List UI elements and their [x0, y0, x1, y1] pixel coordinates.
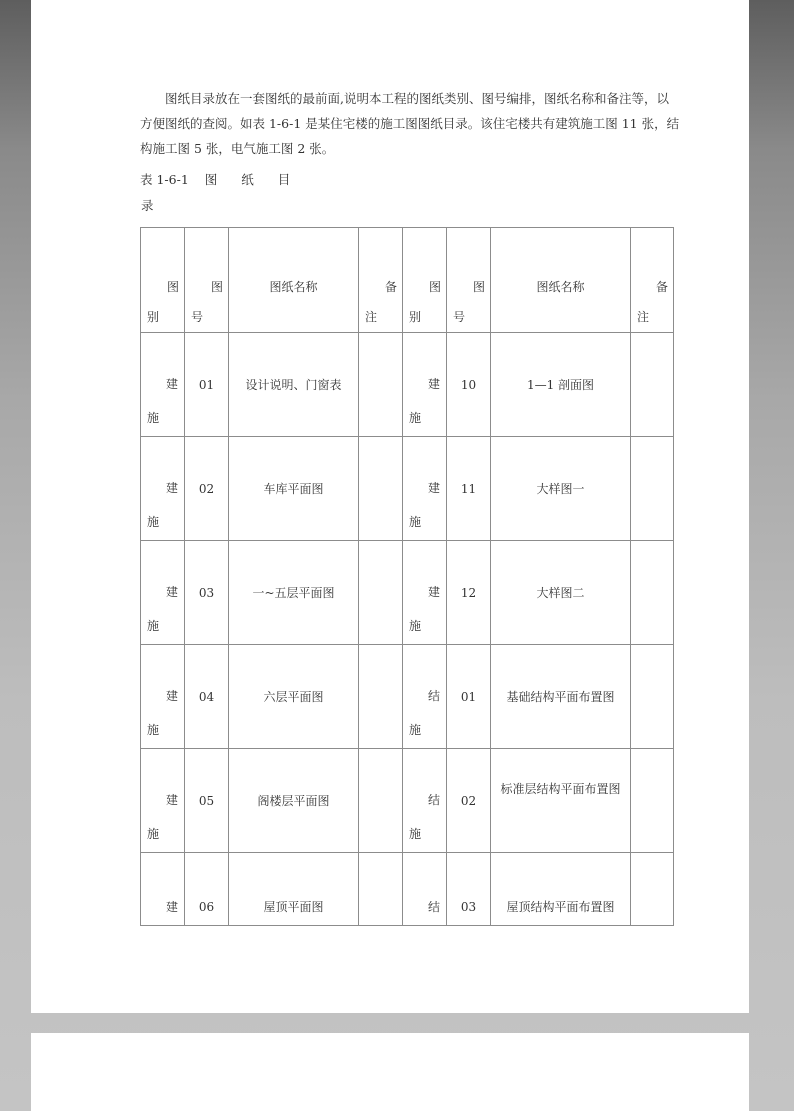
header-note: 备 注	[631, 228, 674, 333]
cell-name: 屋顶平面图	[229, 853, 359, 926]
cell-note	[631, 333, 674, 437]
cell-note	[631, 541, 674, 645]
cell-category: 结	[403, 853, 447, 926]
cell-category: 建 施	[141, 749, 185, 853]
cell-number: 12	[447, 541, 491, 645]
cell-note	[631, 853, 674, 926]
cell-category: 建 施	[141, 645, 185, 749]
cell-note	[359, 541, 403, 645]
header-name: 图纸名称	[491, 228, 631, 333]
cell-name: 六层平面图	[229, 645, 359, 749]
cell-name: 车库平面图	[229, 437, 359, 541]
cell-category: 建 施	[141, 541, 185, 645]
cell-name: 大样图一	[491, 437, 631, 541]
table-row	[141, 333, 674, 437]
cell-note	[359, 437, 403, 541]
caption-title: 图 纸 目	[204, 172, 301, 187]
cell-note	[359, 749, 403, 853]
caption-title-wrap: 录	[141, 198, 154, 213]
cell-category: 建	[141, 853, 185, 926]
cell-name: 1—1 剖面图	[491, 333, 631, 437]
cell-name: 屋顶结构平面布置图	[491, 853, 631, 926]
header-category: 图 别	[141, 228, 185, 333]
cell-number: 02	[447, 749, 491, 853]
cell-category: 建 施	[403, 541, 447, 645]
cell-number: 04	[185, 645, 229, 749]
cell-note	[359, 333, 403, 437]
cell-number: 01	[185, 333, 229, 437]
cell-note	[631, 437, 674, 541]
table-row	[141, 541, 674, 645]
table-row	[141, 749, 674, 853]
header-category: 图 别	[403, 228, 447, 333]
cell-number: 06	[185, 853, 229, 926]
cell-number: 03	[447, 853, 491, 926]
cell-number: 05	[185, 749, 229, 853]
cell-name: 基础结构平面布置图	[491, 645, 631, 749]
cell-category: 结 施	[403, 749, 447, 853]
next-document-page	[31, 1033, 749, 1111]
table-row	[141, 853, 674, 926]
header-number: 图 号	[447, 228, 491, 333]
intro-paragraph: 图纸目录放在一套图纸的最前面,说明本工程的图纸类别、图号编排，图纸名称和备注等，以方便图纸的查阅。如表 1-6-1 是某住宅楼的施工图图纸目录。该住宅楼共有建筑施工图 11 张，结构施工图 5 张，电气施工图 2 张。	[140, 91, 680, 156]
cell-category: 建 施	[141, 333, 185, 437]
cell-category: 建 施	[141, 437, 185, 541]
table-row	[141, 437, 674, 541]
cell-category: 结 施	[403, 645, 447, 749]
document-page	[31, 0, 749, 1013]
header-number: 图 号	[185, 228, 229, 333]
table-header-row	[141, 228, 674, 333]
cell-number: 01	[447, 645, 491, 749]
cell-name: 阁楼层平面图	[229, 749, 359, 853]
cell-note	[359, 645, 403, 749]
table-caption	[140, 170, 300, 188]
cell-number: 10	[447, 333, 491, 437]
caption-prefix: 表 1-6-1	[140, 172, 189, 187]
cell-note	[631, 645, 674, 749]
cell-name: 标准层结构平面布置图	[491, 749, 631, 853]
cell-category: 建 施	[403, 333, 447, 437]
cell-number: 02	[185, 437, 229, 541]
cell-number: 03	[185, 541, 229, 645]
drawing-catalog-table	[140, 227, 674, 926]
cell-name: 大样图二	[491, 541, 631, 645]
header-note: 备 注	[359, 228, 403, 333]
cell-number: 11	[447, 437, 491, 541]
cell-name: 设计说明、门窗表	[229, 333, 359, 437]
table-row	[141, 645, 674, 749]
cell-category: 建 施	[403, 437, 447, 541]
cell-name: 一~五层平面图	[229, 541, 359, 645]
cell-note	[631, 749, 674, 853]
cell-note	[359, 853, 403, 926]
header-name: 图纸名称	[229, 228, 359, 333]
